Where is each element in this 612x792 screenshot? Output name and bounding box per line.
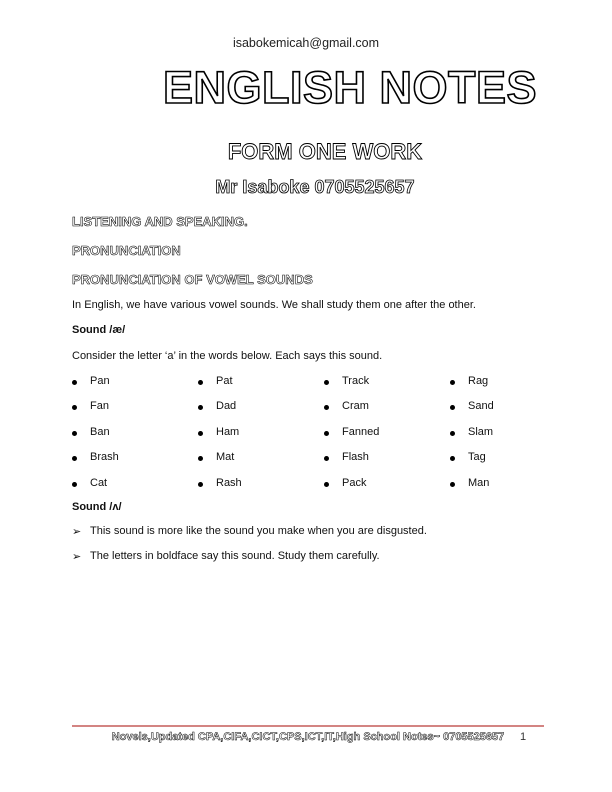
bullet-icon <box>450 431 455 436</box>
arrow-bullet-icon: ➢ <box>72 551 82 563</box>
document-title: ENGLISH NOTES <box>162 62 538 113</box>
bullet-icon <box>72 380 77 385</box>
author-line: Mr Isaboke 0705525657 <box>215 177 415 197</box>
page-number: 1 <box>520 731 527 743</box>
bullet-icon <box>324 456 329 461</box>
bullet-icon <box>198 405 203 410</box>
bullet-icon <box>198 482 203 487</box>
bullet-icon <box>450 405 455 410</box>
intro-paragraph: In English, we have various vowel sounds. We shall study them one after the other. <box>72 299 476 311</box>
bullet-icon <box>72 456 77 461</box>
bullet-icon <box>324 431 329 436</box>
bullet-icon <box>72 405 77 410</box>
footer-divider <box>72 725 544 727</box>
sound-2-label: Sound /ʌ/ <box>72 501 122 513</box>
document-subtitle: FORM ONE WORK <box>227 139 423 164</box>
bullet-icon <box>72 482 77 487</box>
bullet-icon <box>198 456 203 461</box>
heading-pronunciation: PRONUNCIATION <box>72 243 181 258</box>
bullet-icon <box>450 456 455 461</box>
bullet-icon <box>198 380 203 385</box>
bullet-icon <box>72 431 77 436</box>
heading-vowel-sounds: PRONUNCIATION OF VOWEL SOUNDS <box>72 272 313 287</box>
bullet-icon <box>324 380 329 385</box>
author-email: isabokemicah@gmail.com <box>232 36 380 50</box>
heading-listening-speaking: LISTENING AND SPEAKING. <box>72 214 248 229</box>
bullet-icon <box>450 482 455 487</box>
bullet-icon <box>450 380 455 385</box>
bullet-icon <box>198 431 203 436</box>
sound-1-label: Sound /æ/ <box>72 324 126 336</box>
sound-1-instruction: Consider the letter ‘a’ in the words below. Each says this sound. <box>72 350 383 362</box>
arrow-bullet-icon: ➢ <box>72 526 82 538</box>
bullet-icon <box>324 482 329 487</box>
footer-text: Novels,Updated CPA,CIFA,CICT,CPS,ICT,IT,High School Notes~ 0705525657 <box>111 731 505 743</box>
bullet-icon <box>324 405 329 410</box>
